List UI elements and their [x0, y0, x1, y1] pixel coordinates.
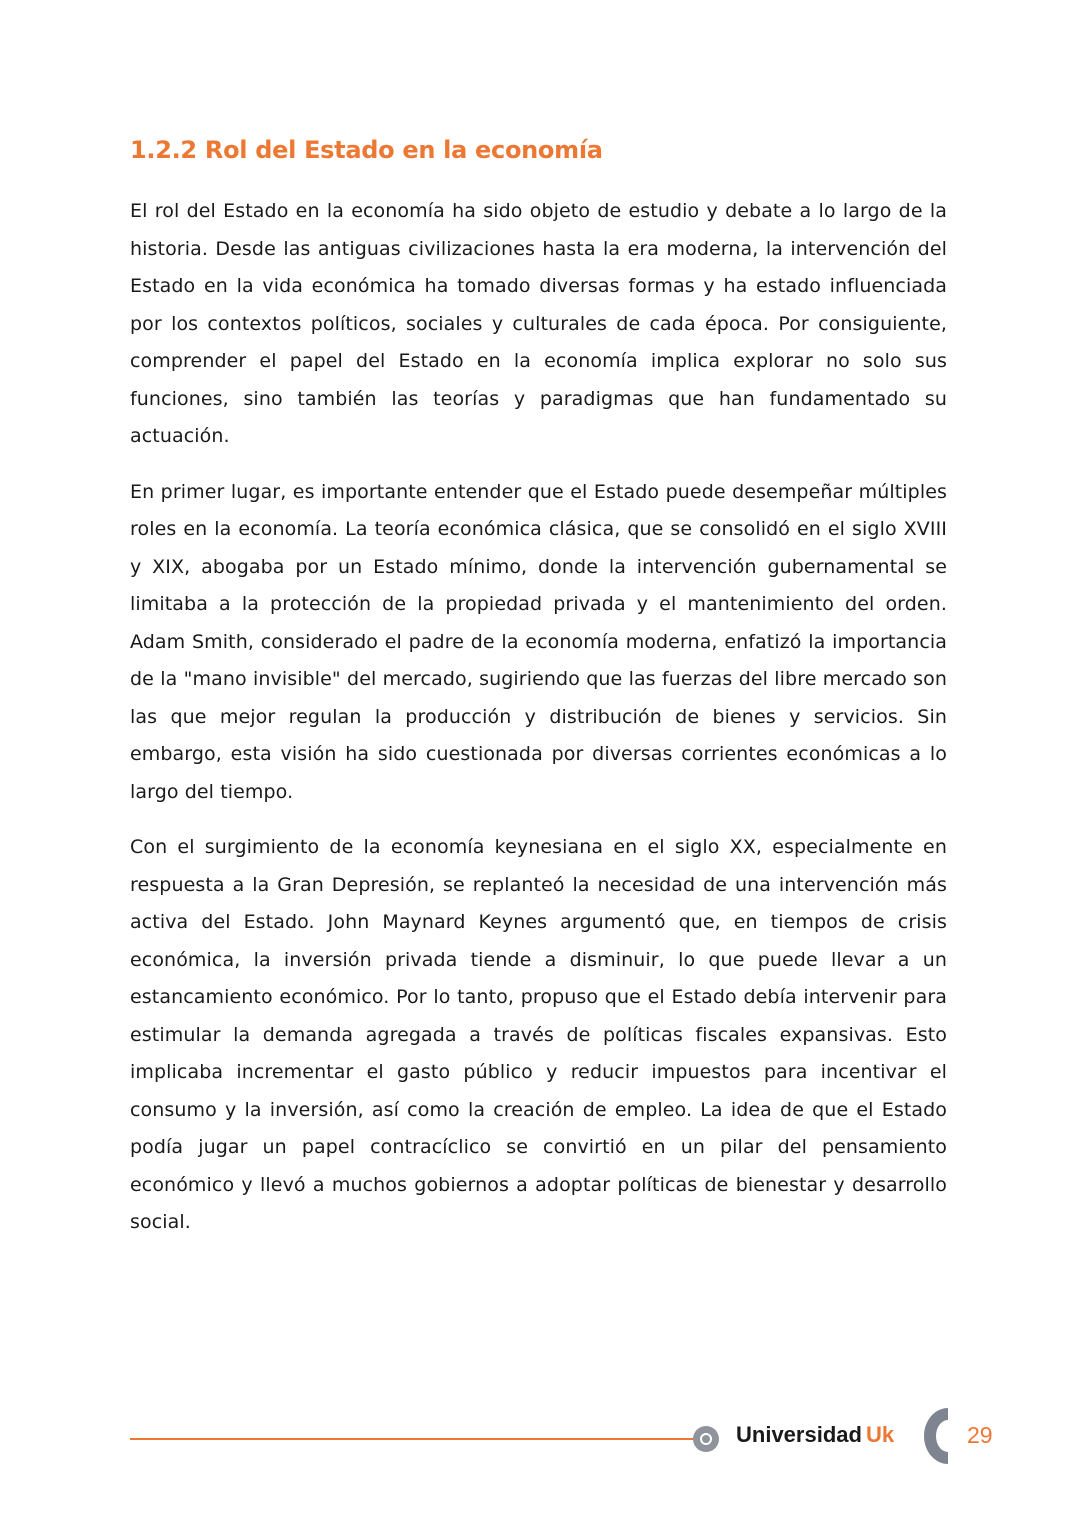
footer-divider — [130, 1438, 694, 1440]
paragraph: En primer lugar, es importante entender que el Estado puede desempeñar múltiples roles en la economía. La teoría económica clásica, que se consolidó en el siglo XVIII y XIX, abogaba por un Estado mínimo, donde la intervención gubernamental se limitaba a la protección de la propiedad privada y el mantenimiento del orden. Adam Smith, considerado el padre de la economía moderna, enfatizó la importancia de la "mano invisible" del mercado, sugiriendo que las fuerzas del libre mercado son las que mejor regulan la producción y distribución de bienes y servicios. Sin embargo, esta visión ha sido cuestionada por diversas corrientes económicas a lo largo del tiempo. — [130, 480, 947, 803]
body-text — [130, 193, 947, 1260]
section-heading: 1.2.2 Rol del Estado en la economía — [130, 136, 603, 164]
paragraph: Con el surgimiento de la economía keynesiana en el siglo XX, especialmente en respuesta a la Gran Depresión, se replanteó la necesidad de una intervención más activa del Estado. John Maynard Keynes argumentó que, en tiempos de crisis económica, la inversión privada tiende a disminuir, lo que puede llevar a un estancamiento económico. Por lo tanto, propuso que el Estado debía intervenir para estimular la demanda agregada a través de políticas fiscales expansivas. Esto implicaba incrementar el gasto público y reducir impuestos para incentivar el consumo y la inversión, así como la creación de empleo. La idea de que el Estado podía jugar un papel contracíclico se convirtió en un pilar del pensamiento económico y llevó a muchos gobiernos a adoptar políticas de bienestar y desarrollo social. — [130, 836, 947, 1233]
paragraph: El rol del Estado en la economía ha sido objeto de estudio y debate a lo largo de la historia. Desde las antiguas civilizaciones hasta la era moderna, la intervención del Estado en la vida económica ha tomado diversas formas y ha estado influenciada por los contextos políticos, sociales y culturales de cada época. Por consiguiente, comprender el papel del Estado en la economía implica explorar no solo sus funciones, sino también las teorías y paradigmas que han fundamentado su actuación. — [130, 200, 947, 447]
brand-logo — [736, 1422, 894, 1448]
brand-accent: Uk — [865, 1422, 895, 1447]
brand-name: Universidad — [736, 1422, 862, 1447]
circle-bullet-icon — [693, 1426, 719, 1452]
page-number: 29 — [967, 1422, 993, 1448]
